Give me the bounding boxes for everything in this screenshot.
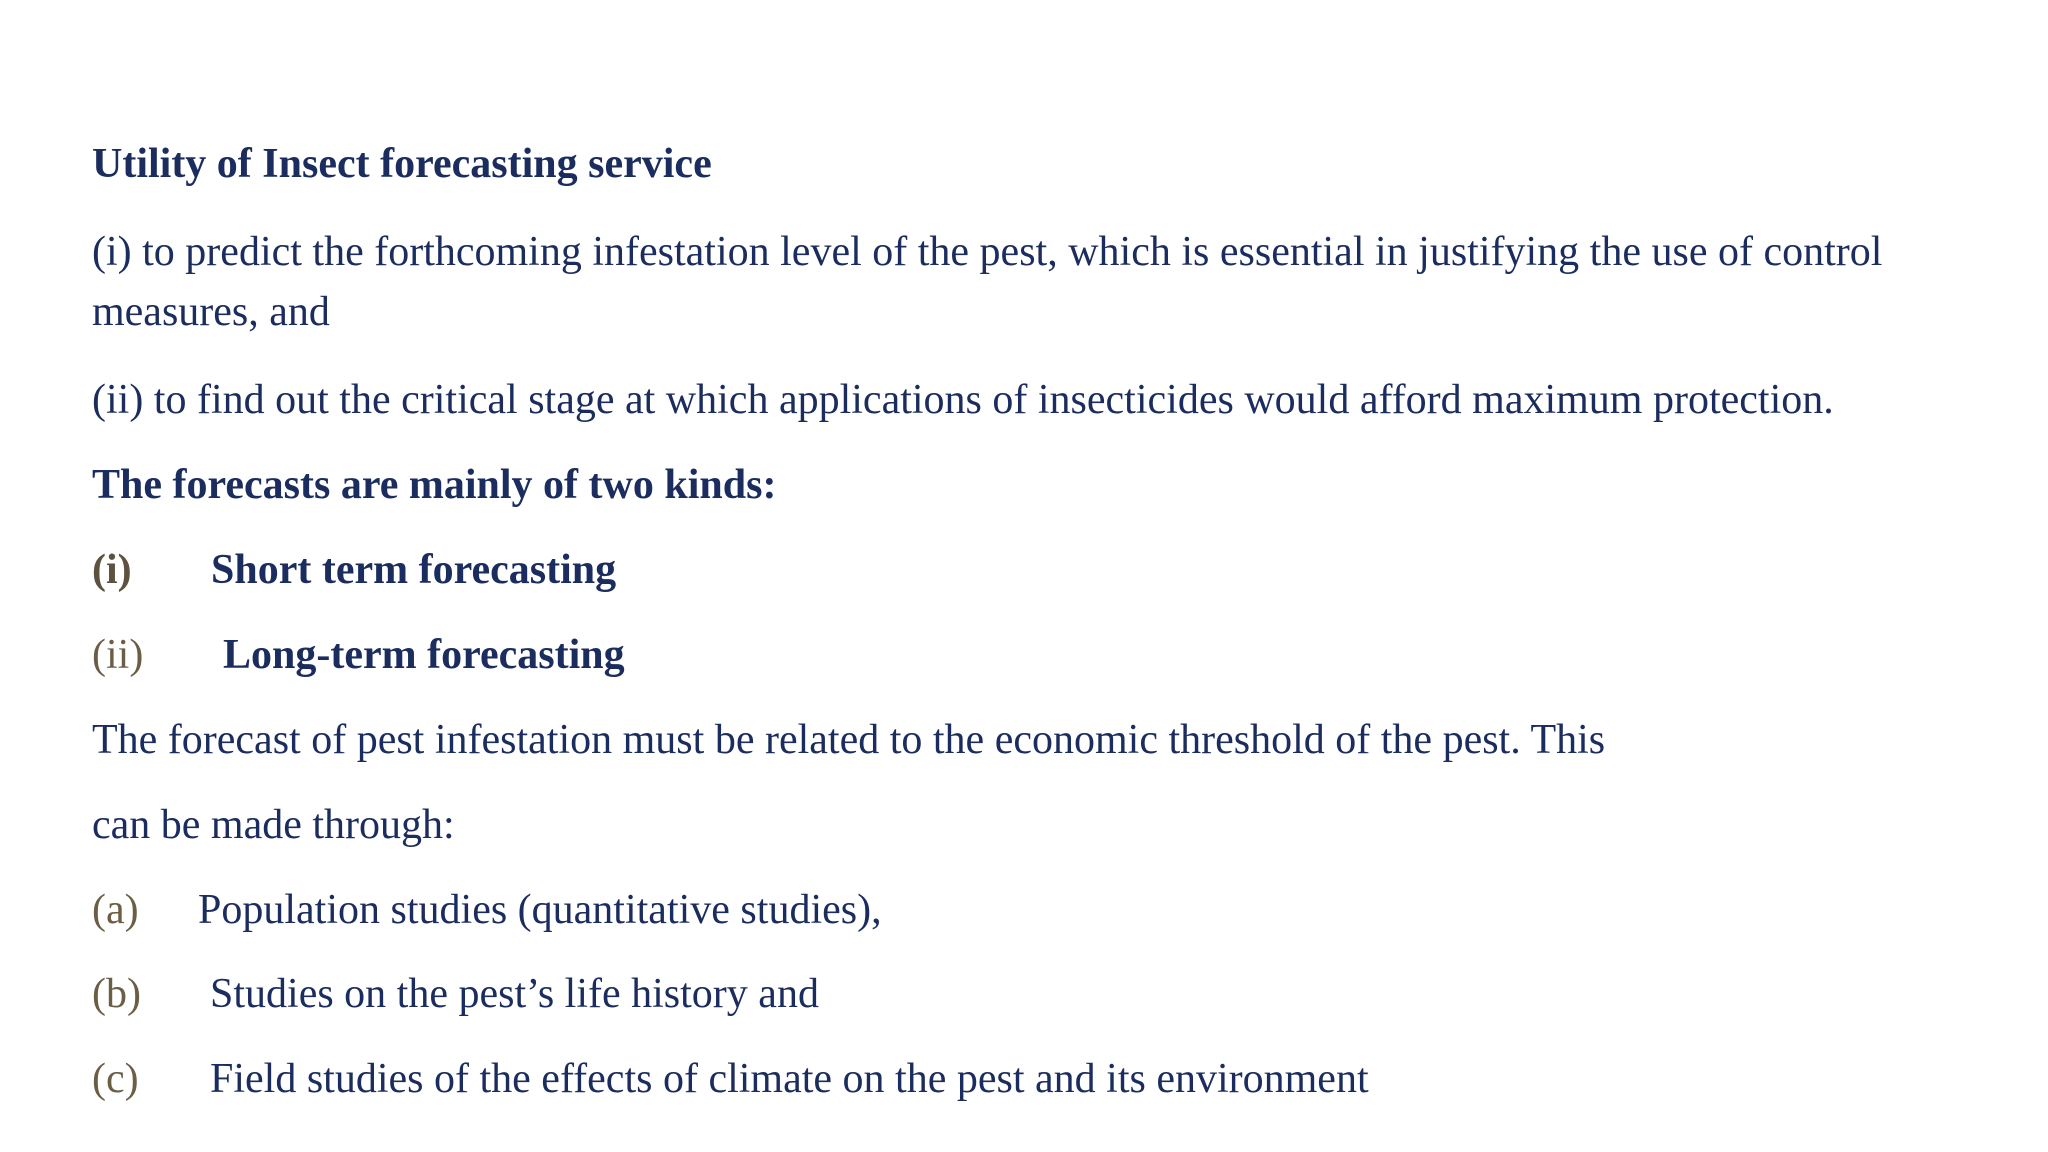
forecast-kinds-heading: The forecasts are mainly of two kinds: [92,462,777,508]
list-item [92,540,616,600]
list-item-label: Studies on the pest’s life history and [210,971,819,1017]
slide-title: Utility of Insect forecasting service [92,141,712,187]
list-item [92,964,819,1024]
list-item-label: Long-term forecasting [223,632,625,678]
list-item-label: Population studies (quantitative studies), [198,887,882,933]
list-item-label: Field studies of the effects of climate on the pest and its environment [210,1056,1369,1102]
list-item [92,625,625,685]
list-item [92,880,882,940]
threshold-text-line-2: can be made through: [92,802,455,848]
list-marker: (a) [92,887,139,933]
list-item-label: Short term forecasting [211,547,617,593]
utility-point-2: (ii) to find out the critical stage at which applications of insecticides would afford maximum protection. [92,377,1834,423]
list-marker: (ii) [92,632,144,678]
list-marker: (b) [92,971,141,1017]
utility-point-1: (i) to predict the forthcoming infestation level of the pest, which is essential in justifying the use of control measures, and [92,229,1883,335]
list-item [92,1049,1369,1109]
list-marker: (i) [92,547,132,593]
list-marker: (c) [92,1056,139,1102]
threshold-text-line-1: The forecast of pest infestation must be related to the economic threshold of the pest. This [92,717,1606,763]
